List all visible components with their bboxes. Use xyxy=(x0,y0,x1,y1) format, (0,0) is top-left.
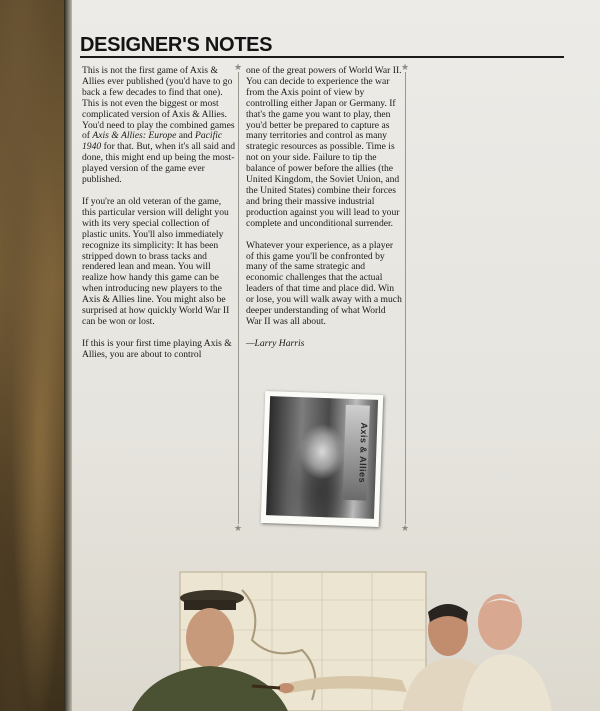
paragraph-axis-view: one of the great powers of World War II. You can decide to experience the war from the Axis point of view by controlling either Japan or Germany. If that's the game you want to play, then you'd better be prepared to capture as many territories and control as many strategic resources as possible. Time is not on your side. Failure to tip the balance of power before the allies (the United Kingdom, the Soviet Union, and the United States) combine their forces and bring their massive industrial production against you will lead to your complete and unconditional surrender. xyxy=(246,65,402,229)
rule-star-icon: ★ xyxy=(234,523,243,533)
paragraph-experience: Whatever your experience, as a player of this game you'll be confronted by many of the same strategic and economic challenges that the actual leaders of that time and place did. Win or lose, you will walk away with a much deeper understanding of what World War II was all about. xyxy=(246,239,402,327)
officer-head xyxy=(186,608,234,668)
game-box-label: Axis & Allies xyxy=(343,405,370,501)
title-underline xyxy=(80,56,564,58)
game-title-europe: Axis & Allies: Europe xyxy=(92,130,177,142)
author-signature: —Larry Harris xyxy=(246,337,305,349)
decorative-sidebar xyxy=(0,0,64,711)
column-rule-left xyxy=(238,72,239,524)
author-photo xyxy=(261,391,384,527)
rule-star-icon: ★ xyxy=(401,523,410,533)
photo-image xyxy=(266,396,378,519)
illustration-svg xyxy=(72,560,600,711)
rule-star-icon: ★ xyxy=(401,62,410,72)
article-column-2 xyxy=(246,66,402,350)
article-column-1 xyxy=(82,66,236,372)
cigar xyxy=(252,686,280,688)
paragraph-first-time: If this is your first time playing Axis & Allies, you are about to control xyxy=(82,337,232,360)
paragraph-intro: This is not the first game of Axis & Allies ever published (you'd have to go back a few decades to find that one). This is not even the biggest or most complicated version of Axis & Allies. You'd need to play the combined games of Axis & Allies: Europe and Pacific 1940 for that. But, when it's all said and done, this might end up being the most-played version of the game ever published. xyxy=(82,65,236,186)
sidebar-edge xyxy=(64,0,72,711)
pointing-hand xyxy=(278,683,294,693)
elder-shirt xyxy=(462,654,552,711)
paragraph-veteran: If you're an old veteran of the game, this particular version will delight you with its very special collection of plastic units. You'll also immediately recognize its simplicity: It has been stripped down to brass tacks and rendered lean and mean. You will realize how handy this game can be when introducing new players to the Axis & Allies line. You might also be surprised at how quickly World War II can be won or lost. xyxy=(82,195,230,327)
wartime-illustration xyxy=(72,560,600,711)
page-title: DESIGNER'S NOTES xyxy=(80,34,273,56)
game-title-pacific: Pacific 1940 xyxy=(82,130,223,153)
rule-star-icon: ★ xyxy=(234,62,243,72)
column-rule-right xyxy=(405,72,406,524)
